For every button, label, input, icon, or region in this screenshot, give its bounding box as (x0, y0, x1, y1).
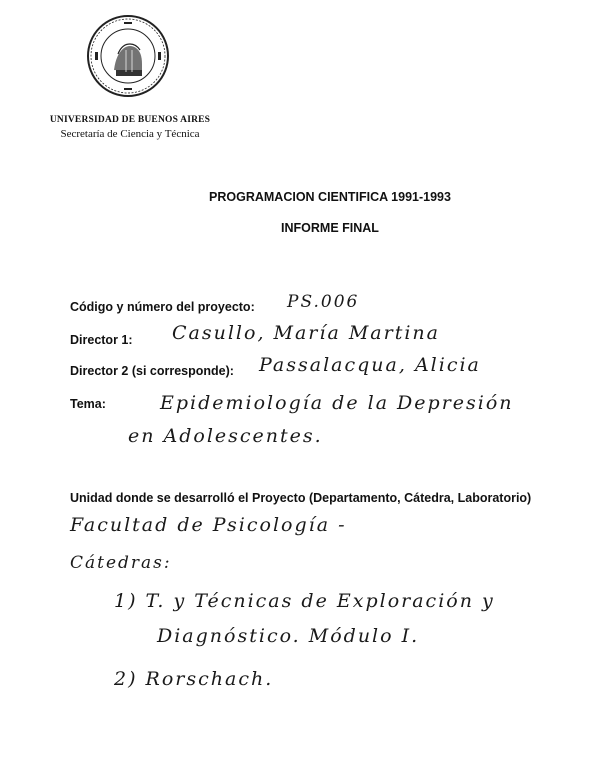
director1-label: Director 1: (70, 333, 133, 347)
unit-line4-handwritten: Diagnóstico. Módulo I. (157, 625, 420, 647)
document-title: PROGRAMACION CIENTIFICA 1991-1993 (209, 190, 451, 204)
director1-value-handwritten: Casullo, María Martina (172, 322, 440, 344)
document-subtitle: INFORME FINAL (281, 221, 379, 235)
unit-line2-handwritten: Cátedras: (70, 553, 172, 573)
code-label: Código y número del proyecto: (70, 300, 255, 314)
page-edge-mark (490, 0, 550, 4)
unit-label: Unidad donde se desarrolló el Proyecto (Departamento, Cátedra, Laboratorio) (70, 491, 532, 505)
department-name: Secretaría de Ciencia y Técnica (60, 128, 200, 140)
unit-line5-handwritten: 2) Rorschach. (114, 668, 274, 690)
director2-label: Director 2 (si corresponde): (70, 364, 234, 378)
director2-value-handwritten: Passalacqua, Alicia (259, 354, 481, 376)
university-seal (86, 14, 170, 98)
tema-line1-handwritten: Epidemiología de la Depresión (160, 392, 514, 414)
tema-line2-handwritten: en Adolescentes. (128, 425, 323, 447)
university-name: UNIVERSIDAD DE BUENOS AIRES (49, 115, 211, 125)
unit-line1-handwritten: Facultad de Psicología - (70, 514, 347, 536)
tema-label: Tema: (70, 397, 106, 411)
unit-line3-handwritten: 1) T. y Técnicas de Exploración y (114, 590, 495, 612)
code-value-handwritten: PS.006 (287, 292, 360, 312)
